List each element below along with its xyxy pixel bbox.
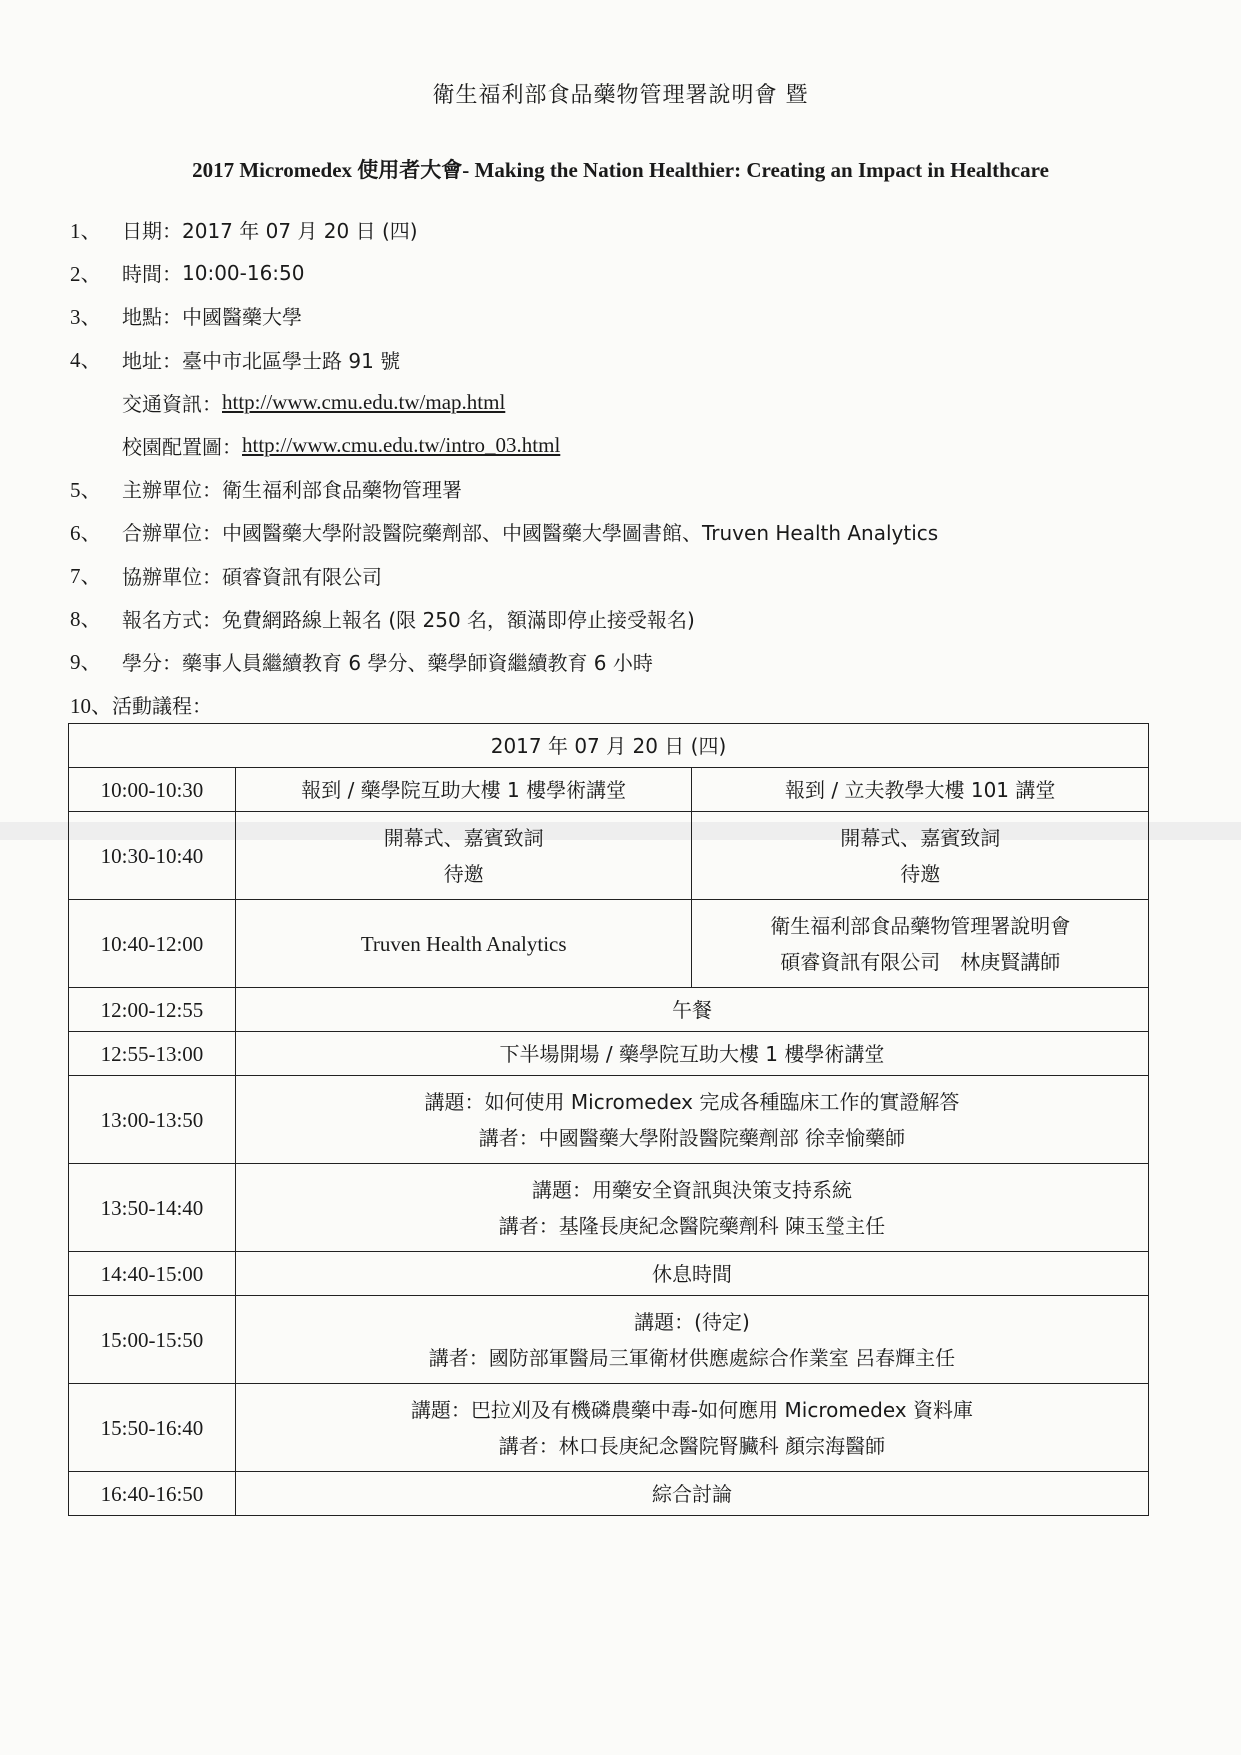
item-label: 交通資訊： — [122, 391, 222, 416]
session-full: 下半場開場 / 藥學院互助大樓 1 樓學術講堂 — [235, 1032, 1148, 1076]
talk-speaker: 講者：國防部軍醫局三軍衛材供應處綜合作業室 呂春輝主任 — [428, 1345, 956, 1370]
info-organizer — [70, 467, 1170, 510]
time-cell: 13:50-14:40 — [69, 1164, 236, 1252]
session-full — [235, 1296, 1148, 1384]
info-list — [70, 208, 1170, 726]
info-date — [70, 208, 1170, 251]
item-label: 主辦單位： — [122, 478, 222, 503]
info-assistant — [70, 554, 1170, 597]
campus-map-link[interactable]: http://www.cmu.edu.tw/intro_03.html — [242, 433, 561, 458]
time-cell: 10:00-10:30 — [69, 768, 236, 812]
talk-topic: 講題：如何使用 Micromedex 完成各種臨床工作的實證解答 — [424, 1089, 960, 1114]
item-label: 協辦單位： — [122, 564, 222, 589]
item-value: 2017 年 07 月 20 日 (四) — [182, 219, 418, 244]
time-cell: 14:40-15:00 — [69, 1252, 236, 1296]
item-label: 合辦單位： — [122, 521, 222, 546]
item-value: 衛生福利部食品藥物管理署 — [222, 478, 462, 503]
table-row — [69, 812, 1149, 900]
item-number: 3、 — [70, 304, 102, 329]
session-line: 開幕式、嘉賓致詞 — [840, 825, 1001, 850]
info-time — [70, 251, 1170, 294]
right-session — [692, 900, 1149, 988]
table-row — [69, 1076, 1149, 1164]
transport-link[interactable]: http://www.cmu.edu.tw/map.html — [222, 389, 506, 414]
right-session — [692, 812, 1149, 900]
talk-topic: 講題：(待定) — [634, 1309, 750, 1334]
time-cell: 12:55-13:00 — [69, 1032, 236, 1076]
item-number: 4、 — [70, 348, 102, 373]
date-header: 2017 年 07 月 20 日 (四) — [69, 724, 1149, 768]
session-line: 開幕式、嘉賓致詞 — [383, 825, 544, 850]
session-full: 綜合討論 — [235, 1472, 1148, 1516]
item-label: 學分： — [122, 650, 182, 675]
table-row — [69, 1032, 1149, 1076]
table-row — [69, 1472, 1149, 1516]
time-cell: 13:00-13:50 — [69, 1076, 236, 1164]
item-label: 地址： — [122, 348, 182, 373]
session-full: 休息時間 — [235, 1252, 1148, 1296]
table-row — [69, 1296, 1149, 1384]
info-registration — [70, 597, 1170, 640]
item-value: 臺中市北區學士路 91 號 — [182, 348, 401, 373]
item-label: 日期： — [122, 219, 182, 244]
table-row — [69, 768, 1149, 812]
item-value: 碩睿資訊有限公司 — [222, 564, 382, 589]
info-transport — [70, 381, 1170, 424]
talk-speaker: 講者：林口長庚紀念醫院腎臟科 顏宗海醫師 — [498, 1433, 886, 1458]
table-row — [69, 1252, 1149, 1296]
item-label: 地點： — [122, 305, 182, 330]
item-number: 2、 — [70, 261, 102, 286]
item-label: 校園配置圖： — [122, 435, 242, 460]
item-value: 10:00-16:50 — [182, 260, 305, 285]
session-full — [235, 1076, 1148, 1164]
table-row — [69, 1384, 1149, 1472]
talk-topic: 講題：用藥安全資訊與決策支持系統 — [531, 1177, 852, 1202]
page-title: 衛生福利部食品藥物管理署說明會 暨 — [432, 83, 809, 108]
talk-topic: 講題：巴拉刈及有機磷農藥中毒-如何應用 Micromedex 資料庫 — [410, 1397, 973, 1422]
table-header-row — [69, 724, 1149, 768]
item-label: 活動議程： — [112, 694, 212, 719]
item-value: 中國醫藥大學附設醫院藥劑部、中國醫藥大學圖書館、Truven Health Analytics — [222, 521, 939, 546]
time-cell: 15:50-16:40 — [69, 1384, 236, 1472]
table-row — [69, 900, 1149, 988]
item-label: 報名方式： — [122, 607, 222, 632]
agenda-table — [68, 723, 1149, 1516]
info-venue — [70, 294, 1170, 337]
session-full — [235, 1164, 1148, 1252]
time-cell: 16:40-16:50 — [69, 1472, 236, 1516]
table-row — [69, 988, 1149, 1032]
table-row — [69, 1164, 1149, 1252]
item-value: 免費網路線上報名 (限 250 名，額滿即停止接受報名) — [222, 607, 695, 632]
session-full: 午餐 — [235, 988, 1148, 1032]
session-full — [235, 1384, 1148, 1472]
info-co-organizer — [70, 510, 1170, 553]
item-number: 1、 — [70, 218, 102, 243]
item-number: 9、 — [70, 650, 102, 675]
time-cell: 12:00-12:55 — [69, 988, 236, 1032]
session-line: 衛生福利部食品藥物管理署說明會 — [770, 913, 1071, 938]
item-number: 6、 — [70, 520, 102, 545]
item-number: 7、 — [70, 564, 102, 589]
session-line: 待邀 — [443, 861, 484, 886]
session-line: 待邀 — [900, 861, 941, 886]
time-cell: 10:30-10:40 — [69, 812, 236, 900]
info-campus-map — [70, 424, 1170, 467]
left-session — [235, 812, 692, 900]
page-subtitle: 2017 Micromedex 使用者大會- Making the Nation Healthier: Creating an Impact in Healthcare — [192, 158, 1049, 182]
info-agenda — [70, 683, 1170, 726]
left-session: 報到 / 藥學院互助大樓 1 樓學術講堂 — [235, 768, 692, 812]
time-cell: 15:00-15:50 — [69, 1296, 236, 1384]
item-number: 8、 — [70, 607, 102, 632]
item-number: 5、 — [70, 477, 102, 502]
item-label: 時間： — [122, 262, 182, 287]
info-credits — [70, 640, 1170, 683]
item-value: 藥事人員繼續教育 6 學分、藥學師資繼續教育 6 小時 — [182, 650, 653, 675]
item-number: 10、 — [70, 693, 112, 718]
session-line: 碩睿資訊有限公司 林庚賢講師 — [780, 949, 1061, 974]
time-cell: 10:40-12:00 — [69, 900, 236, 988]
right-session: 報到 / 立夫教學大樓 101 講堂 — [692, 768, 1149, 812]
talk-speaker: 講者：基隆長庚紀念醫院藥劑科 陳玉瑩主任 — [498, 1213, 886, 1238]
info-address — [70, 338, 1170, 381]
item-value: 中國醫藥大學 — [182, 305, 302, 330]
talk-speaker: 講者：中國醫藥大學附設醫院藥劑部 徐幸愉藥師 — [478, 1125, 906, 1150]
left-session: Truven Health Analytics — [235, 900, 692, 988]
